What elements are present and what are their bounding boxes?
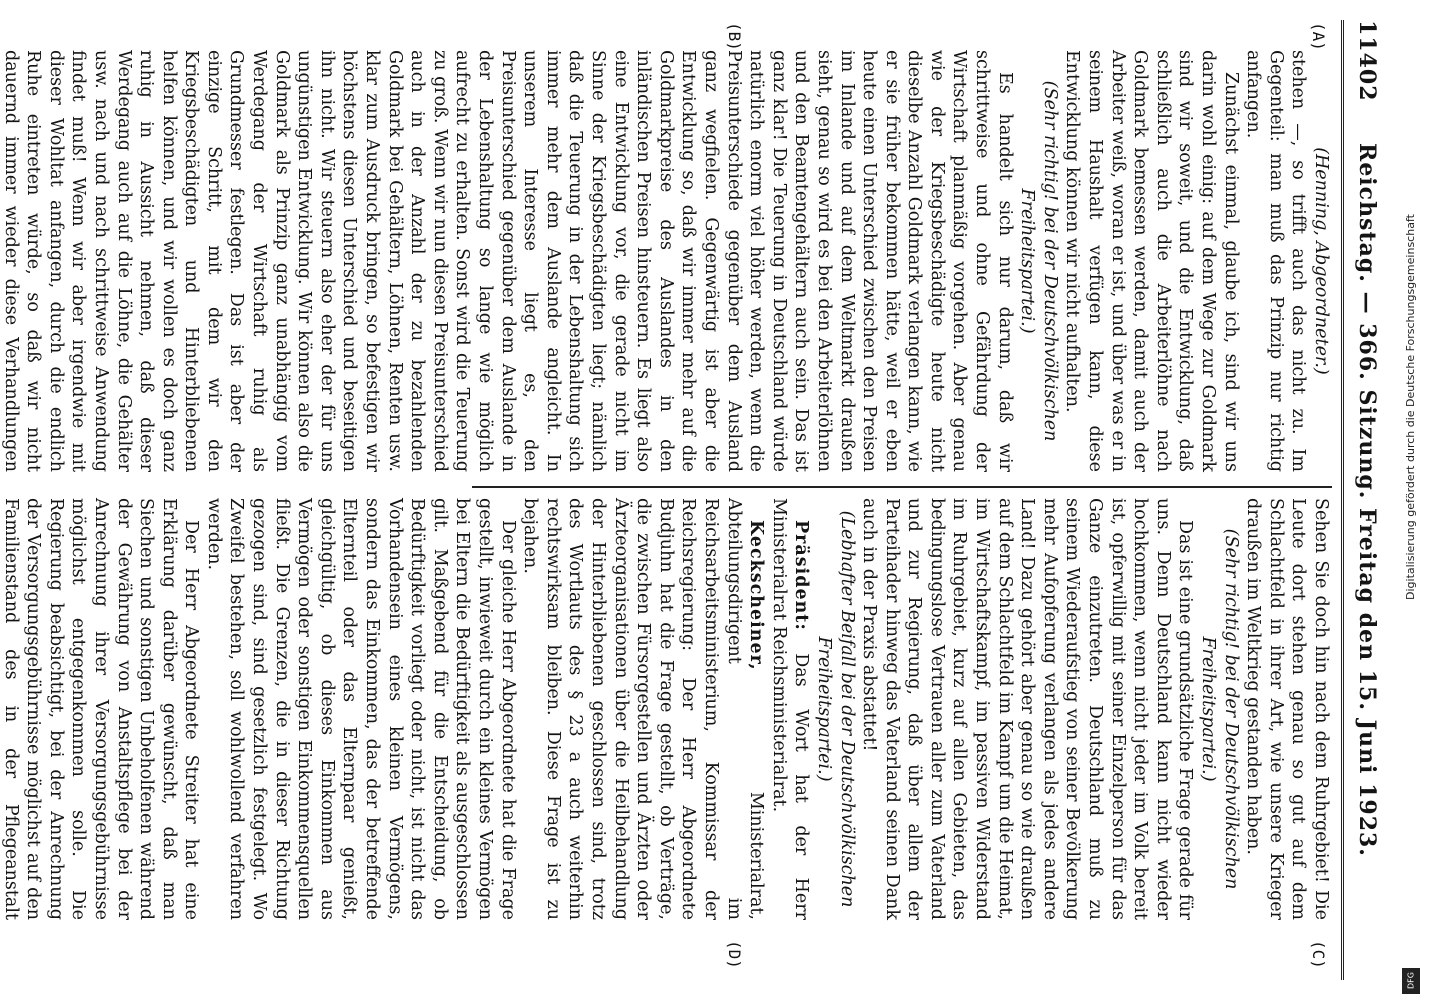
- rotated-page: [0, 20, 1384, 980]
- paragraph: Der Herr Abgeordnete Streiter hat eine Erklärung darüber gewünscht, daß man Siechen und sonstigen Unbeholfenen während der Gewährung von Anstaltspflege bei der Anrechnung ihrer Versorgungsgebührnisse möglichst entgegenkommen solle. Die Regierung beabsichtigt, bei der Anrechnung der Versorgungsgebührnisse möglichst auf den Familienstand des in der Pflegeanstalt: [0, 498, 202, 920]
- dfg-logo: DFG: [1402, 968, 1420, 994]
- right-column: [0, 498, 1332, 920]
- president-label: Präsident:: [791, 520, 812, 631]
- paragraph: Der gleiche Herr Abgeordnete hat die Frage gestellt, inwieweit durch ein kleines Vermögen bei Eltern die Bedürftigkeit als ausgeschlossen gilt. Maßgebend für die Entscheidung, ob Bedürftigkeit vorliegt oder nicht, ist nicht das Vorhandensein eines kleinen Vermögens, sondern das Einkommen, das der betreffende Elternteil oder das Elternpaar genießt, gleichgültig, ob dieses Einkommen aus Vermögen oder sonstigen Einkommensquellen fließt. Die Grenzen, die in dieser Richtung gezogen sind, sind gesetzlich festgelegt. Wo Zweifel bestehen, soll wohlwollend verfahren werden.: [203, 498, 518, 920]
- speaker-text: Ministerialrat, Abteilungsdirigent im Reichsarbeitsministerium, Kommissar der Reichsregierung: Der Herr Abgeordnete Budjuhn hat die Frage gestellt, ob Verträge, die zwischen Fürsorgestellen und Ärzten oder Ärzteorganisationen über die Heilbehandlung der Hinterbliebenen geschlossen sind, trotz des Wortlauts des § 23 a auch weiterhin rechtswirksam bleiben. Diese Frage ist zu bejahen.: [520, 498, 767, 920]
- paragraph: Es handelt sich nur darum, daß wir schrittweise und ohne Gefährdung der Wirtschaft planmäßig vorgehen. Aber genau wie der Kriegsbeschädigte heute nicht dieselbe Anzahl Goldmark verlangen kann, wie er sie früher bekommen hätte, weil er eben heute einen Unterschied zwischen den Preisen im Inlande und auf dem Weltmarkt draußen sieht, genau so wird es bei den Arbeiterlöhnen und den Beamtengehältern auch sein. Das ist ganz klar! Die Teuerung in Deutschland würde natürlich enorm viel höher werden, wenn die Preisunterschiede gegenüber dem Ausland ganz wegfielen. Gegenwärtig ist aber die Entwicklung so, daß wir immer mehr auf die Goldmarkpreise des Auslandes in den inländischen Preisen hinsteuern. Es liegt also eine Entwicklung vor, die gerade nicht im Sinne der Kriegsbeschädigten liegt; nämlich daß die Teuerung in der Lebenshaltung sich immer mehr dem Auslande angleicht. In unserem Interesse liegt es, den Preisunterschied gegenüber dem Auslande in der Lebenshaltung so lange wie möglich aufrecht zu erhalten. Sonst wird die Teuerung zu groß. Wenn wir nun diesen Preisunterschied auch in der Anzahl der zu bezahlenden Goldmark bei Gehältern, Löhnen, Renten usw. klar zum Ausdruck bringen, so befestigen wir höchstens diesen Unterschied und beseitigen ihn nicht. Wir steuern also eher der für uns ungünstigen Entwicklung. Wir können also die Goldmark als Prinzip ganz unabhängig vom Werdegang der Wirtschaft ruhig als Grundmesser festlegen. Das ist aber der einzige Schritt, mit dem wir den Kriegsbeschädigten und Hinterbliebenen helfen können, und wir wollen es doch ganz ruhig in Aussicht nehmen, daß dieser Werdegang auch auf die Löhne, die Gehälter usw. nach und nach schrittweise Anwendung findet muß! Wenn wir aber irgendwie mit dieser Wohltat anfangen, durch die endlich Ruhe eintreten würde, so daß wir nicht dauernd immer wieder diese Verhandlungen: [0, 50, 1015, 472]
- page-header: [1341, 20, 1384, 980]
- margin-marker-d: (D): [725, 940, 744, 969]
- speaker-statement: [519, 498, 768, 920]
- margin-marker-a: (A): [1309, 22, 1328, 51]
- page-number: 11402: [1354, 20, 1380, 102]
- digitization-note: Digitalisierung gefördert durch die Deutsche Forschungsgemeinschaft: [1404, 214, 1417, 600]
- speaker-line: (Henning, Abgeordneter.): [1311, 147, 1331, 375]
- paragraph: Das ist eine grundsätzliche Frage gerade für uns. Denn Deutschland kann nicht wieder hochkommen, wenn nicht jeder im Volk bereit ist, opferwillig mit seiner Einzelperson für das Ganze einzutreten. Deutschland muß zu seinem Wiederaufstieg von seiner Bevölkerung mehr Aufopferung verlangen als jedes andere Land! Dazu gehört aber genau so wie draußen auf dem Schlachtfeld im Kampf um die Heimat, im Wirtschaftskampf, im passiven Widerstand im Ruhrgebiet, kurz auf allen Gebieten, das bedingungslose Vertrauen aller zum Vaterland und zur Regierung, daß über allem der Parteihader hinweg das Vaterland seinen Dank auch in der Praxis abstattet!: [859, 498, 1196, 920]
- margin-marker-b: (B): [725, 22, 744, 51]
- paragraph: Zunächst einmal, glaube ich, sind wir uns darin wohl einig: auf dem Wege zur Goldmark sind wir soweit, und die Entwicklung, daß schließlich auch die Arbeiterlöhne nach Goldmark bemessen werden, damit auch der Arbeiter weiß, woran er ist, und über was er in seinem Haushalt verfügen kann, diese Entwicklung können wir nicht aufhalten.: [1062, 50, 1241, 472]
- margin-marker-c: (C): [1309, 940, 1328, 969]
- applause-note: (Sehr richtig! bei der Deutschvölkischen Freiheitspartei.): [1017, 80, 1060, 442]
- left-column: [0, 50, 1332, 472]
- column-divider: [472, 486, 1332, 488]
- paragraph: stehen —, so trifft auch das nicht zu. Im Gegenteil: man muß das Prinzip nur richtig anfangen.: [1243, 50, 1309, 472]
- president-text: Das Wort hat der Herr Ministerialrat Reichsministerialrat.: [768, 498, 812, 920]
- president-statement: [767, 498, 812, 920]
- paragraph: Sehen Sie doch hin nach dem Ruhrgebiet! Die Leute dort stehen genau so gut auf dem Schlachtfeld in ihrer Art, wie unsere Krieger draußen im Weltkrieg gestanden haben.: [1243, 498, 1331, 920]
- speaker-name: Keckscheiner,: [746, 520, 767, 671]
- applause-note: (Sehr richtig! bei der Deutschvölkischen Freiheitspartei.): [1198, 528, 1241, 890]
- applause-note: (Lebhafter Beifall bei der Deutschvölkischen Freiheitspartei.): [813, 510, 857, 908]
- page-title: Reichstag. — 366. Sitzung. Freitag den 15. Juni 1923.: [1354, 143, 1380, 857]
